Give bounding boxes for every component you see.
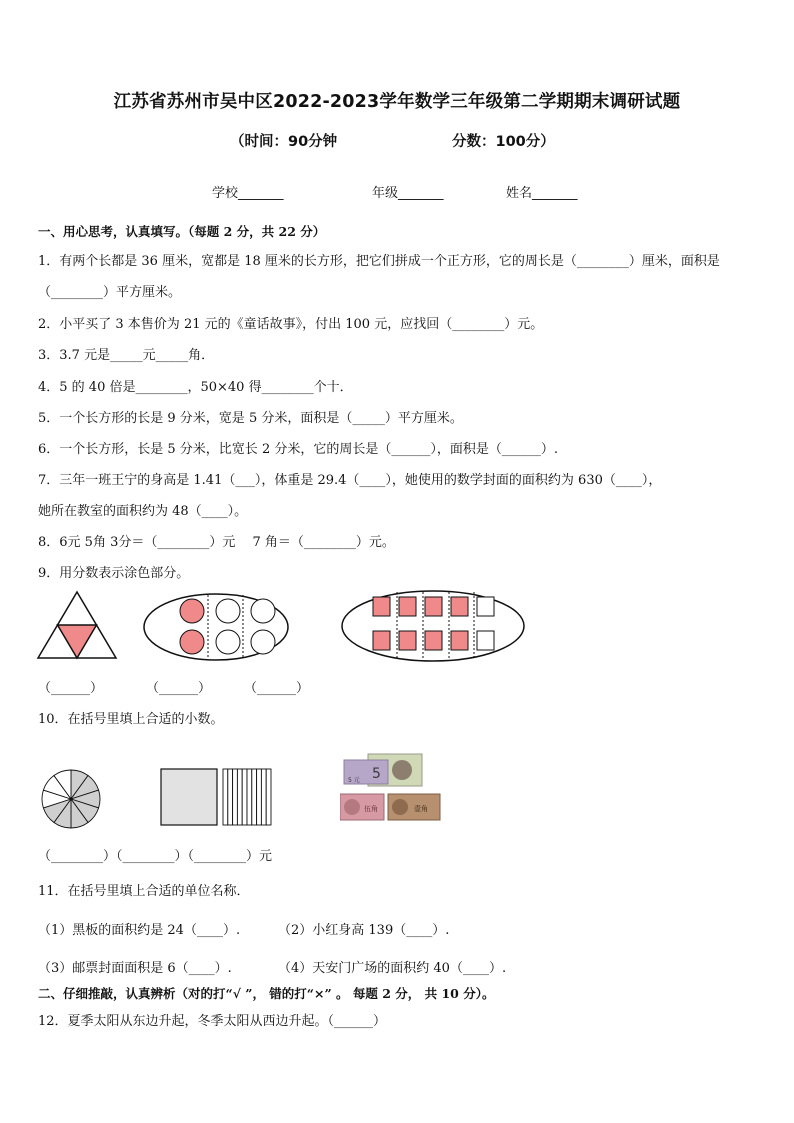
name-field: 姓名_______ bbox=[506, 186, 578, 201]
jiao-label-1: 伍角 bbox=[364, 805, 378, 813]
note-5-text: 5 元 bbox=[348, 777, 360, 784]
question-1-line1: 1．有两个长都是 36 厘米，宽都是 18 厘米的长方形，把它们拼成一个正方形，它的周长是（________）厘米，面积是 bbox=[38, 254, 720, 269]
money-figure bbox=[340, 752, 442, 822]
question-2: 2．小平买了 3 本售价为 21 元的《童话故事》，付出 100 元，应找回（________）元。 bbox=[38, 317, 544, 332]
grade-field: 年级_______ bbox=[372, 186, 444, 201]
stripe-strip bbox=[242, 769, 247, 825]
question-6: 6．一个长方形，长是 5 分米，比宽长 2 分米，它的周长是（______），面积是（______）. bbox=[38, 442, 558, 457]
score-info: 分数：100分） bbox=[452, 134, 555, 150]
time-info: （时间：90分钟 bbox=[230, 134, 338, 150]
question-11-1: （1）黑板的面积约是 24（____）. bbox=[38, 923, 241, 938]
stripe-strip bbox=[233, 769, 238, 825]
question-10: 10．在括号里填上合适的小数。 bbox=[38, 712, 224, 727]
page-title: 江苏省苏州市吴中区2022-2023学年数学三年级第二学期期末调研试题 bbox=[113, 92, 681, 112]
section2-heading: 二、仔细推敲，认真辨析（对的打“√ ”， 错的打“×” 。 每题 2 分， 共 10 分）。 bbox=[38, 986, 495, 1001]
note-5-value: 5 bbox=[372, 766, 381, 782]
q9-blank-1[interactable]: （______） bbox=[38, 681, 104, 696]
question-4: 4．5 的 40 倍是________，50×40 得________个十． bbox=[38, 380, 353, 395]
jiao-label-2: 壹角 bbox=[414, 805, 428, 813]
triangle-figure bbox=[36, 590, 118, 660]
question-12: 12．夏季太阳从东边升起，冬季太阳从西边升起。（______） bbox=[38, 1014, 387, 1029]
stripe-strip bbox=[261, 769, 266, 825]
question-8: 8．6元 5角 3分＝（________）元 7 角＝（________）元。 bbox=[38, 535, 395, 550]
section1-heading: 一、用心思考，认真填写。（每题 2 分，共 22 分） bbox=[38, 224, 326, 239]
striped-square-figure bbox=[222, 768, 272, 826]
stripe-strip bbox=[266, 769, 271, 825]
stripe-strip bbox=[252, 769, 257, 825]
question-1-line2: （________）平方厘米。 bbox=[38, 285, 182, 300]
question-11: 11．在括号里填上合适的单位名称． bbox=[38, 884, 250, 899]
question-11-3: （3）邮票封面面积是 6（____）. bbox=[38, 961, 232, 976]
question-11-2: （2）小红身高 139（____）. bbox=[278, 923, 450, 938]
stripe-strip bbox=[223, 769, 228, 825]
question-7-line1: 7．三年一班王宁的身高是 1.41（___），体重是 29.4（____），她使用的数学封面的面积约为 630（____）， bbox=[38, 473, 662, 488]
stripe-strip bbox=[228, 769, 233, 825]
question-5: 5．一个长方形的长是 9 分米，宽是 5 分米，面积是（_____）平方厘米。 bbox=[38, 411, 463, 426]
question-7-line2: 她所在教室的面积约为 48（____）。 bbox=[38, 504, 248, 519]
q10-blanks[interactable]: （________）（________）（________）元 bbox=[38, 849, 273, 864]
q9-blank-3[interactable]: （______） bbox=[244, 681, 310, 696]
school-field: 学校_______ bbox=[212, 186, 284, 201]
question-11-4: （4）天安门广场的面积约 40（____）. bbox=[278, 961, 507, 976]
stripe-strip bbox=[247, 769, 252, 825]
oval-squares-figure bbox=[340, 588, 526, 664]
question-9: 9．用分数表示涂色部分。 bbox=[38, 566, 190, 581]
circle-sectors-figure bbox=[40, 768, 102, 830]
oval-circles-figure bbox=[142, 592, 290, 662]
question-3: 3．3.7 元是_____元_____角． bbox=[38, 348, 215, 363]
square-figure bbox=[160, 768, 218, 826]
q9-blank-2[interactable]: （______） bbox=[146, 681, 212, 696]
stripe-strip bbox=[237, 769, 242, 825]
stripe-strip bbox=[257, 769, 262, 825]
